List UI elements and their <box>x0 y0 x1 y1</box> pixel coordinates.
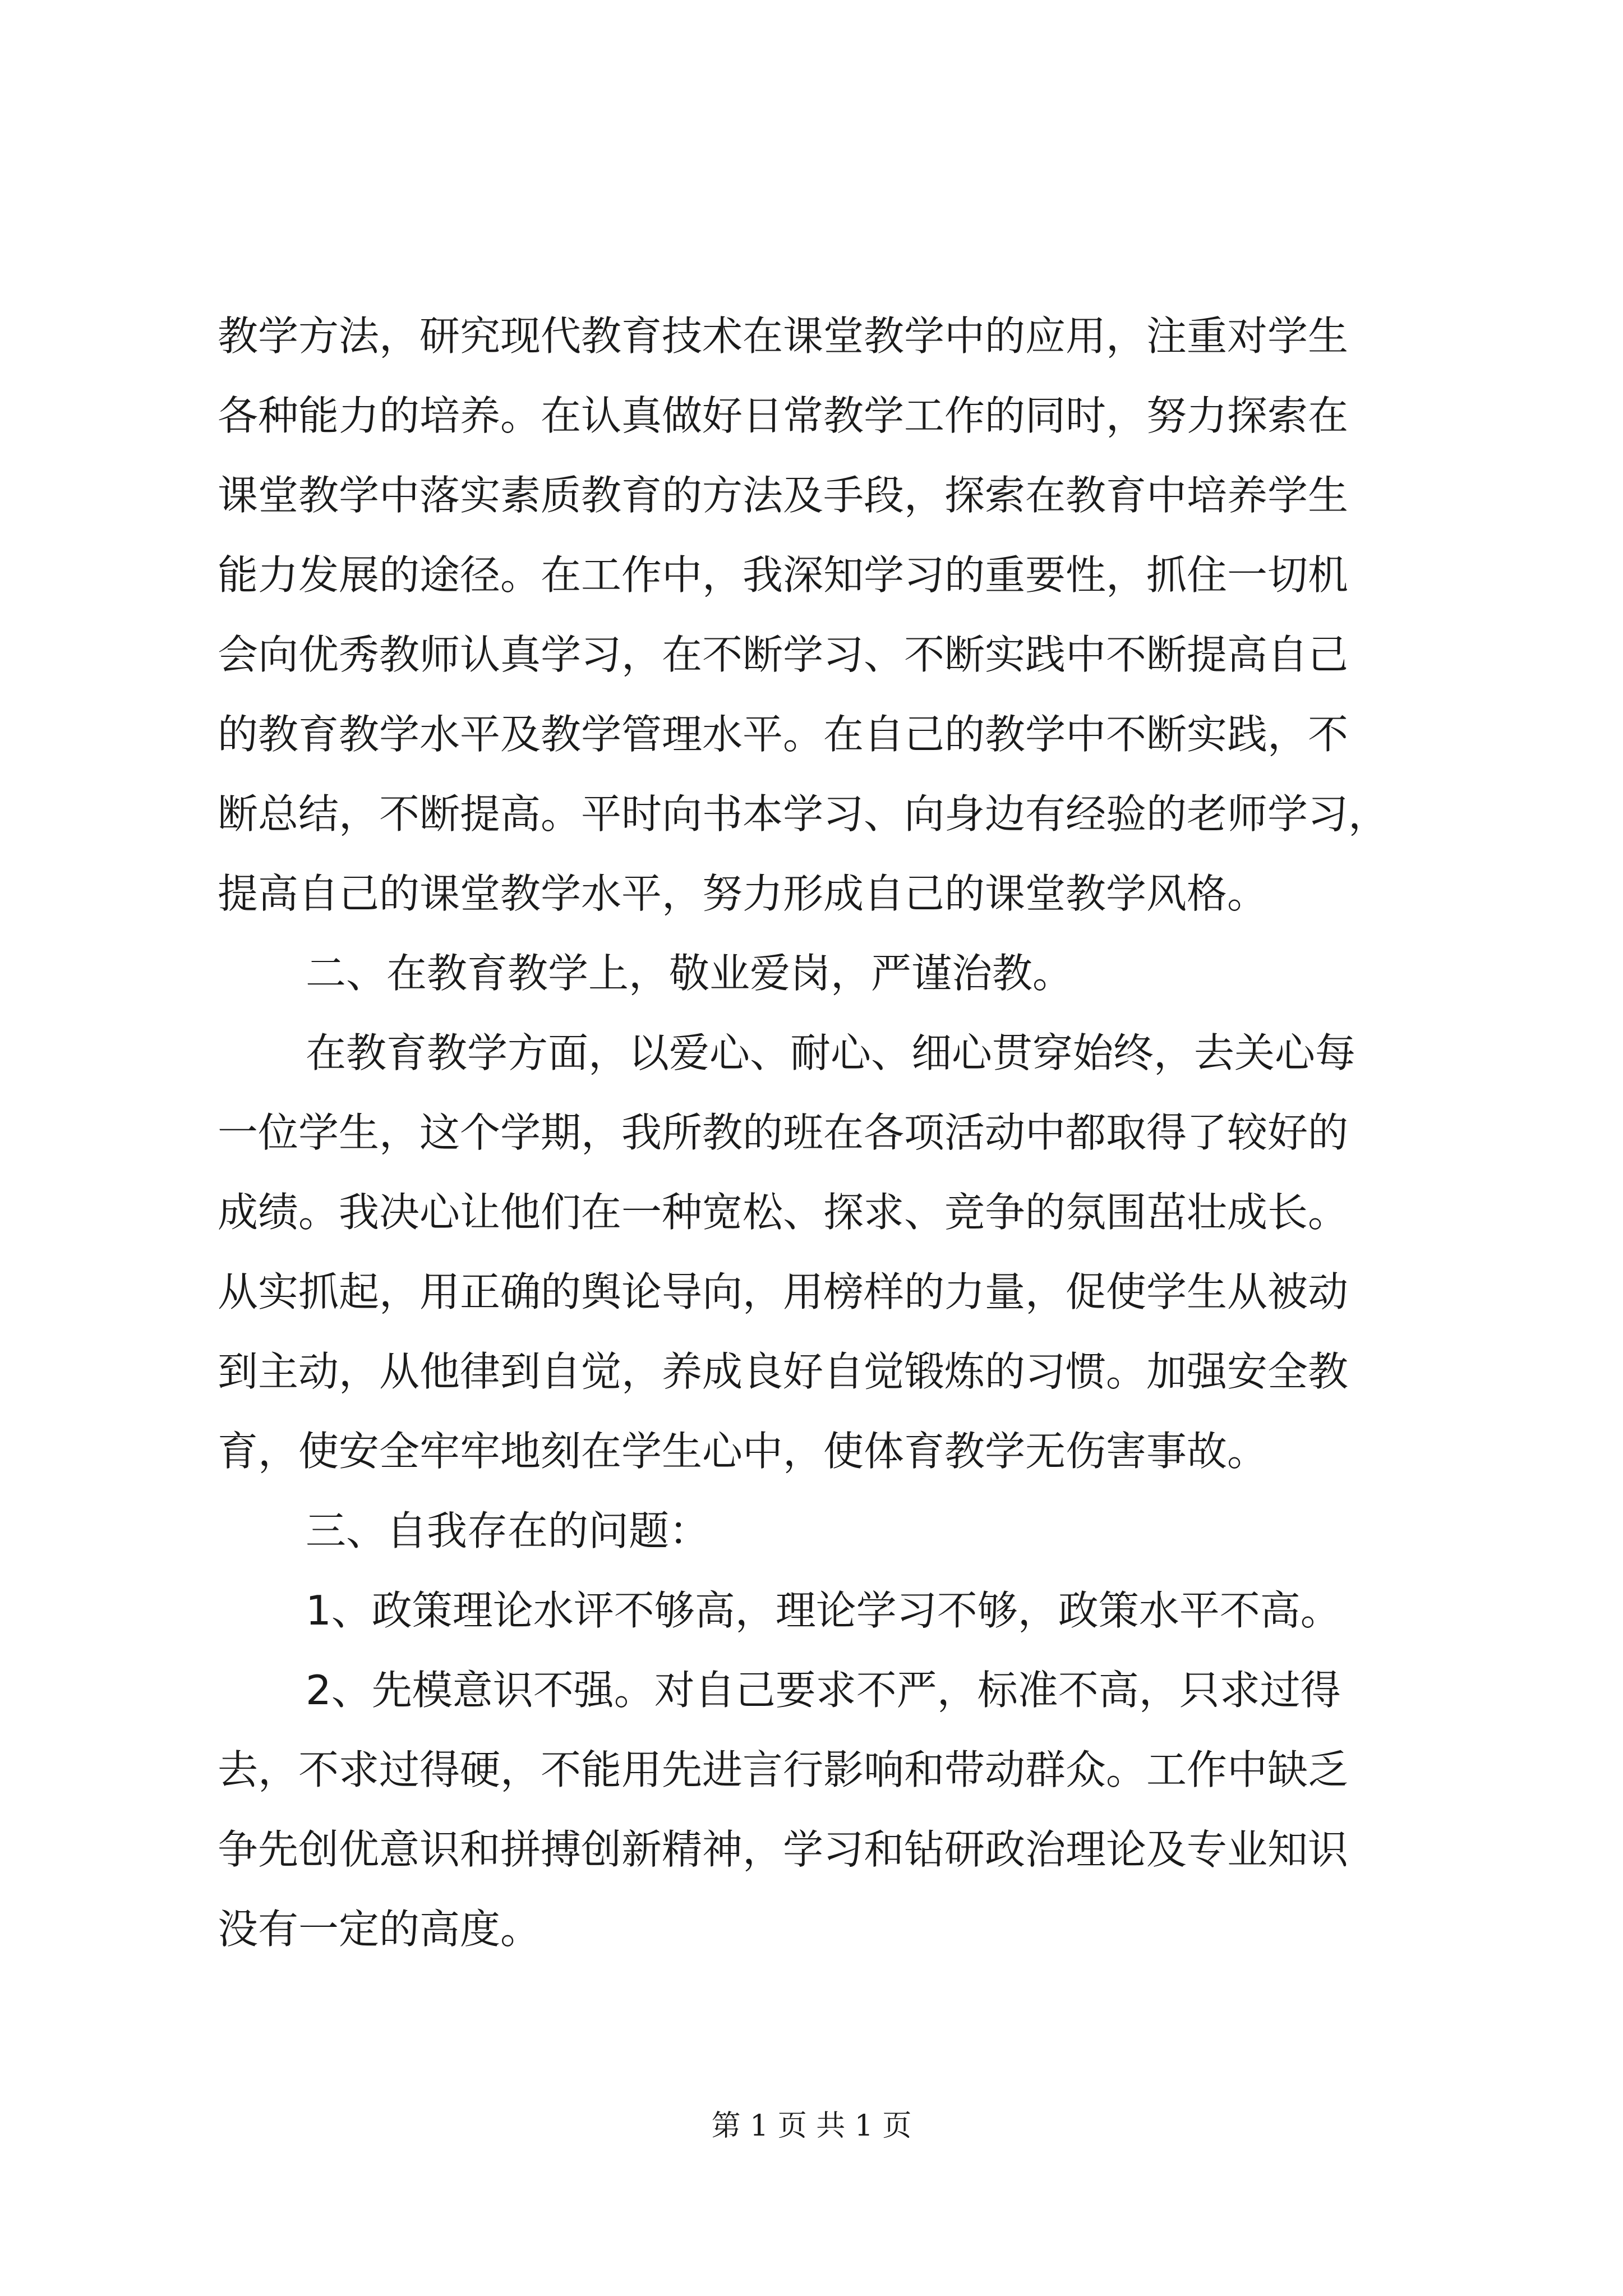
text-line: 课堂教学中落实素质教育的方法及手段，探索在教育中培养学生 <box>218 472 1349 519</box>
text-line: 教学方法，研究现代教育技术在课堂教学中的应用，注重对学生 <box>218 312 1349 360</box>
text-line: 提高自己的课堂教学水平，努力形成自己的课堂教学风格。 <box>218 870 1268 917</box>
text-line: 各种能力的培养。在认真做好日常教学工作的同时，努力探索在 <box>218 392 1349 439</box>
text-line: 没有一定的高度。 <box>218 1906 541 1953</box>
section-heading: 三、自我存在的问题： <box>306 1507 710 1554</box>
text-line: 会向优秀教师认真学习，在不断学习、不断实践中不断提高自己 <box>218 631 1349 678</box>
section-heading: 二、在教育教学上，敬业爱岗，严谨治教。 <box>306 950 1073 997</box>
text-line: 一位学生，这个学期，我所教的班在各项活动中都取得了较好的 <box>218 1109 1349 1156</box>
text-line: 在教育教学方面，以爱心、耐心、细心贯穿始终，去关心每 <box>306 1029 1356 1076</box>
text-line: 的教育教学水平及教学管理水平。在自己的教学中不断实践，不 <box>218 711 1349 758</box>
text-line: 成绩。我决心让他们在一种宽松、探求、竞争的氛围茁壮成长。 <box>218 1189 1349 1236</box>
text-line: 能力发展的途径。在工作中，我深知学习的重要性，抓住一切机 <box>218 551 1349 599</box>
text-line: 断总结，不断提高。平时向书本学习、向身边有经验的老师学习， <box>218 790 1389 838</box>
text-line: 从实抓起，用正确的舆论导向，用榜样的力量，促使学生从被动 <box>218 1268 1349 1315</box>
list-item: 1、政策理论水评不够高，理论学习不够，政策水平不高。 <box>306 1587 1341 1634</box>
text-line: 去，不求过得硬，不能用先进言行影响和带动群众。工作中缺乏 <box>218 1746 1349 1793</box>
list-item: 2、先模意识不强。对自己要求不严，标准不高，只求过得 <box>306 1667 1341 1714</box>
text-line: 争先创优意识和拼搏创新精神，学习和钻研政治理论及专业知识 <box>218 1826 1349 1873</box>
page-number-footer: 第 1 页 共 1 页 <box>711 2109 912 2143</box>
text-line: 到主动，从他律到自觉，养成良好自觉锻炼的习惯。加强安全教 <box>218 1348 1349 1395</box>
text-line: 育，使安全牢牢地刻在学生心中，使体育教学无伤害事故。 <box>218 1428 1268 1475</box>
